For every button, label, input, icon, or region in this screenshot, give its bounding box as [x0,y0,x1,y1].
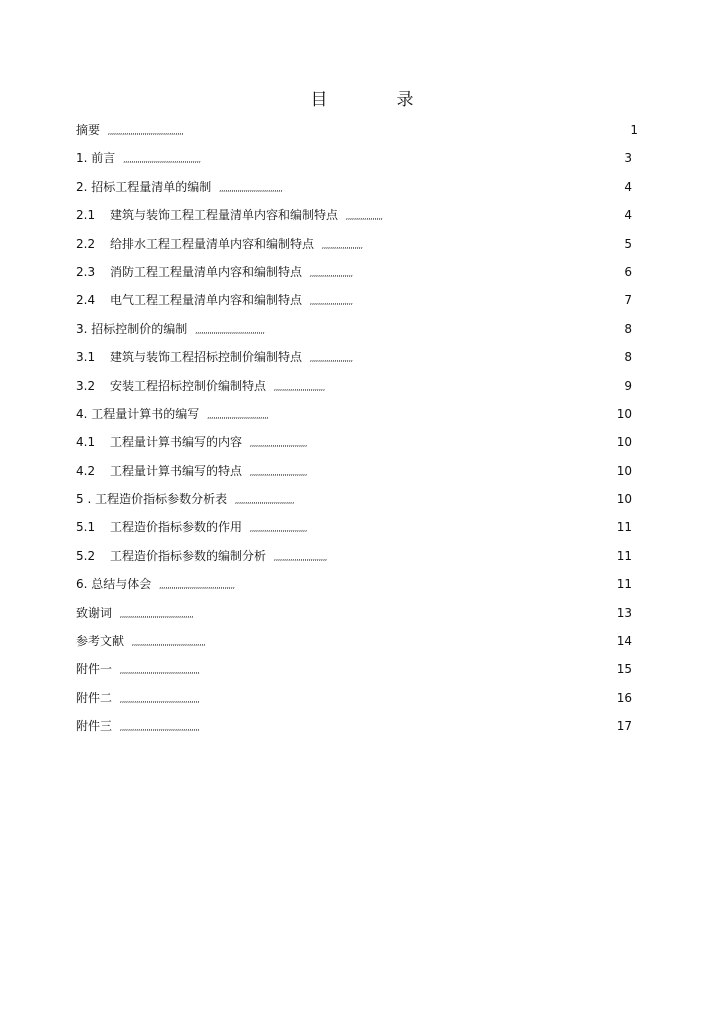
toc-entry-label [76,144,201,174]
toc-entry-text: 工程量计算书的编写 [91,406,200,421]
toc-entry-text: 前言 [91,151,116,166]
toc-page-number: 7 [624,293,632,308]
toc-entry[interactable] [0,286,724,314]
toc-page-number: 14 [616,634,632,649]
toc-entry-text: 工程量计算书编写的特点 [110,463,243,478]
toc-entry[interactable] [0,372,724,400]
toc-leader-dots: ,,,,,,,,,,,,,,,,,,,,,,,,,, [273,552,327,562]
toc-leader-dots: ,,,,,,,,,,,,,,,,,,,,,,,,,,,,,, [206,410,269,420]
toc-leader-dots: ,,,,,,,,,,,,,,,,,,,,,,,,, [273,382,325,392]
toc-entry-label [76,400,268,430]
toc-entry-text: 安装工程招标控制价编制特点 [110,378,267,393]
toc-entry[interactable] [0,201,724,229]
toc-entry-text: 招标工程量清单的编制 [91,179,212,194]
toc-page-number: 13 [616,605,632,620]
toc-entry-number: 4.1 [76,435,96,450]
toc-entry-label [76,542,327,572]
toc-entry-text: 附件一 [76,662,113,677]
toc-entry-number: 5.1 [76,520,96,535]
toc-entry-number: 3. [76,321,88,336]
toc-entry[interactable] [0,144,724,172]
toc-entry-number: 2. [76,179,88,194]
toc-page-number: 11 [616,520,632,535]
toc-entry-label [76,428,307,458]
toc-entry[interactable] [0,343,724,371]
toc-page-number: 10 [616,463,632,478]
toc-entry[interactable] [0,542,724,570]
toc-entry-label [76,372,325,402]
toc-entry-number: 3.2 [76,378,96,393]
toc-leader-dots: ,,,,,,,,,,,,,,,,,, [345,212,383,222]
toc-entry-number: 2.2 [76,236,96,251]
toc-entry[interactable] [0,513,724,541]
toc-entry[interactable] [0,655,724,683]
toc-entry[interactable] [0,485,724,513]
toc-leader-dots: ,,,,,,,,,,,,,,,,,,,,,,,,,,,, [249,439,307,449]
toc-leader-dots: ,,,,,,,,,,,,,,,,,,,,,,,,,,,, [249,467,307,477]
toc-entry[interactable] [0,428,724,456]
toc-leader-dots: ,,,,,,,,,,,,,,,,,,,,, [309,354,353,364]
toc-entry-text: 建筑与装饰工程工程量清单内容和编制特点 [110,208,339,223]
toc-entry-number: 4. [76,406,88,421]
toc-entry-label [76,457,307,487]
toc-leader-dots: ,,,,,,,,,,,,,,,,,,,,,,,,,,,,,,,,,,,, [119,609,194,619]
toc-entry[interactable] [0,627,724,655]
toc-entry-number: 6. [76,577,88,592]
toc-entry-text: 工程造价指标参数的编制分析 [110,548,267,563]
toc-entry-label [76,173,282,203]
toc-page-number: 9 [624,378,632,393]
toc-entry-number: 5.2 [76,548,96,563]
toc-page-number: 11 [616,577,632,592]
toc-entry-text: 电气工程工程量清单内容和编制特点 [110,293,303,308]
toc-entry-text: 给排水工程工程量清单内容和编制特点 [110,236,315,251]
toc-leader-dots: ,,,,,,,,,,,,,,,,,,,,,,,,,,,,,,,,,,,, [131,638,206,648]
toc-entry-label [76,655,199,685]
toc-entry-text: 建筑与装饰工程招标控制价编制特点 [110,350,303,365]
toc-entry-text: 参考文献 [76,634,125,649]
toc-page-number: 4 [624,179,632,194]
toc-entry-number: 2.1 [76,208,96,223]
toc-leader-dots: ,,,,,,,,,,,,,,,,,,,,,,,,,,,,,,, [218,183,283,193]
toc-entry-text: 致谢词 [76,605,113,620]
toc-entry[interactable] [0,599,724,627]
toc-entry-label [76,230,363,260]
toc-entry-text: 工程造价指标参数分析表 [95,492,228,507]
toc-page-number: 6 [624,264,632,279]
toc-entry[interactable] [0,712,724,740]
toc-entry-label [76,485,294,515]
toc-entry-label [76,201,382,231]
toc-entry-label [76,684,199,714]
toc-entry-label [76,286,353,316]
toc-page-number: 16 [616,690,632,705]
toc-entry-text: 附件三 [76,719,113,734]
toc-entry-number: 1. [76,151,88,166]
toc-entry[interactable] [0,684,724,712]
toc-page-number: 8 [624,350,632,365]
toc-entry-label [76,315,264,345]
toc-entry[interactable] [0,570,724,598]
toc-leader-dots: ,,,,,,,,,,,,,,,,,,,,,,,,,,,,,,,,,,,,,,, [119,694,200,704]
toc-leader-dots: ,,,,,,,,,,,,,,,,,,,,,,,,,,,,,,,,,, [194,325,265,335]
toc-list [0,116,724,741]
toc-entry-text: 摘要 [76,123,101,137]
toc-page-number: 1 [630,123,638,137]
toc-leader-dots: ,,,,,,,,,,,,,,,,,,,,, [309,297,353,307]
toc-entry[interactable] [0,315,724,343]
toc-page-number: 4 [624,208,632,223]
page-title: 目 录 [310,90,440,110]
toc-entry-label [76,116,183,146]
toc-entry-label [76,712,199,742]
toc-entry-text: 工程量计算书编写的内容 [110,435,243,450]
toc-entry-number: 2.4 [76,293,96,308]
toc-entry-label [76,570,235,600]
toc-entry-text: 附件二 [76,690,113,705]
toc-page-number: 3 [624,151,632,166]
toc-entry-label [76,627,205,657]
toc-leader-dots: ,,,,,,,,,,,,,,,,,,,,, [309,268,353,278]
toc-page-number: 17 [616,719,632,734]
toc-leader-dots: ,,,,,,,,,,,,,,,,,,,,,,,,,,,, [249,524,307,534]
toc-entry-text: 招标控制价的编制 [91,321,188,336]
toc-leader-dots: ,,,,,,,,,,,,,,,,,,,,,,,,,,,,,,,,,,,,,,, [119,666,200,676]
toc-leader-dots: ,,,,,,,,,,,,,,,,,,,,,,,,,,,,, [234,496,294,506]
toc-page-number: 5 [624,236,632,251]
toc-page-number: 15 [616,662,632,677]
toc-entry-number: 4.2 [76,463,96,478]
toc-entry[interactable] [0,457,724,485]
toc-entry-number: 2.3 [76,264,96,279]
toc-entry-text: 总结与体会 [91,577,152,592]
toc-entry-number: 3.1 [76,350,96,365]
toc-page-number: 11 [616,548,632,563]
toc-entry[interactable] [0,116,724,144]
toc-page-number: 10 [616,435,632,450]
toc-leader-dots: ,,,,,,,,,,,,,,,,,,,, [321,240,363,250]
toc-leader-dots: ,,,,,,,,,,,,,,,,,,,,,,,,,,,,,,,,,,,,, [107,127,184,136]
toc-entry-text: 消防工程工程量清单内容和编制特点 [110,264,303,279]
toc-page-number: 10 [616,406,632,421]
toc-entry[interactable] [0,400,724,428]
toc-entry-label [76,513,307,543]
toc-entry[interactable] [0,230,724,258]
toc-entry-label [76,343,353,373]
toc-leader-dots: ,,,,,,,,,,,,,,,,,,,,,,,,,,,,,,,,,,,,,, [122,155,201,165]
toc-page-number: 8 [624,321,632,336]
toc-leader-dots: ,,,,,,,,,,,,,,,,,,,,,,,,,,,,,,,,,,,,, [158,581,235,591]
toc-entry-label [76,599,193,629]
toc-entry[interactable] [0,258,724,286]
toc-entry-label [76,258,353,288]
toc-leader-dots: ,,,,,,,,,,,,,,,,,,,,,,,,,,,,,,,,,,,,,,, [119,723,200,733]
toc-entry-text: 工程造价指标参数的作用 [110,520,243,535]
toc-page-number: 10 [616,492,632,507]
toc-entry[interactable] [0,173,724,201]
toc-entry-number: 5 . [76,492,92,507]
